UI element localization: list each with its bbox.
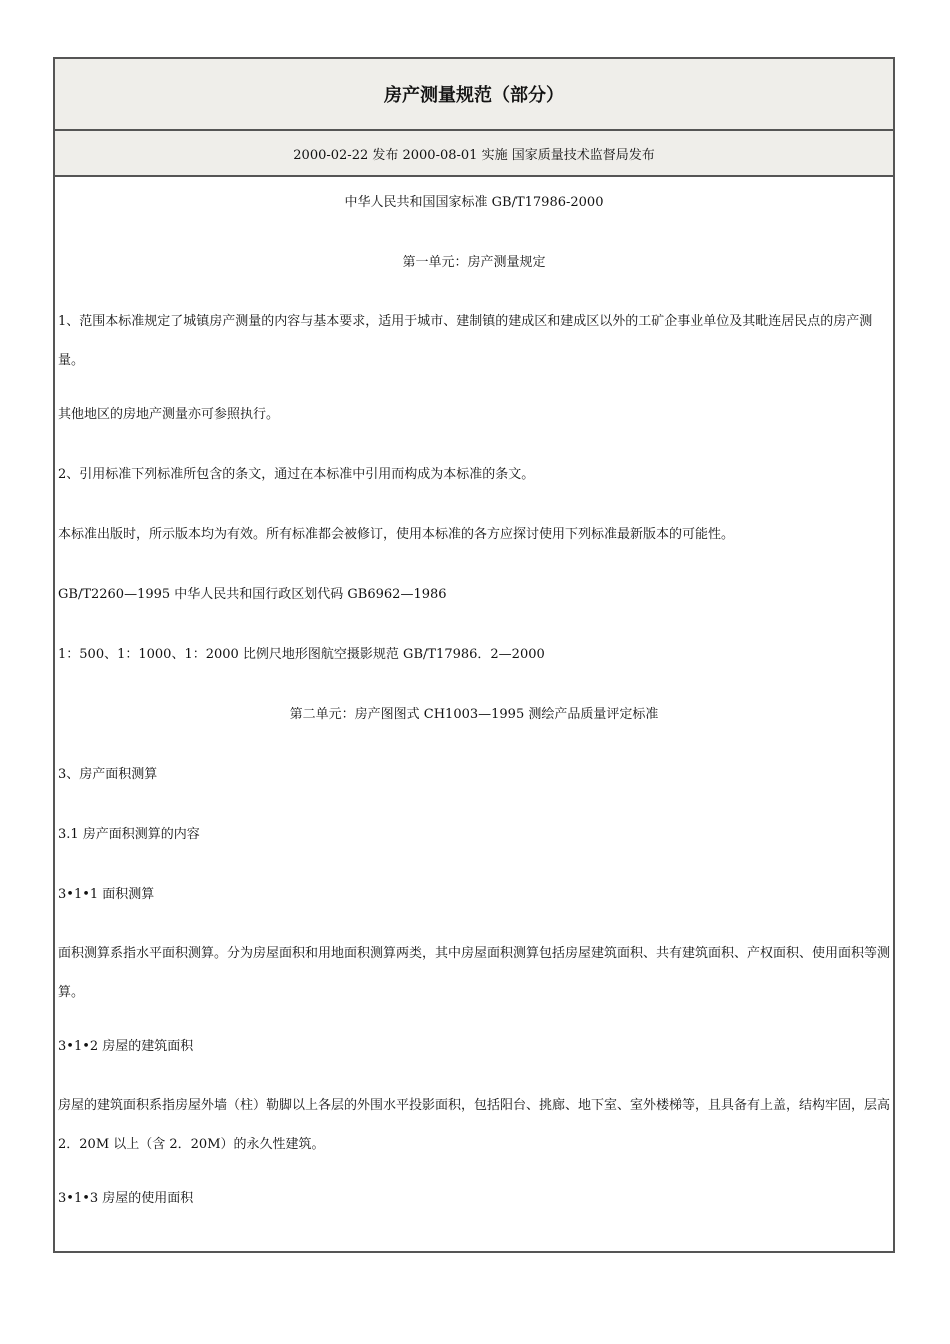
- paragraph: 3•1•3 房屋的使用面积: [58, 1191, 194, 1206]
- paragraph: 其他地区的房地产测量亦可参照执行。: [58, 407, 280, 422]
- paragraph: 3•1•2 房屋的建筑面积: [58, 1039, 194, 1054]
- paragraph: 3、房产面积测算: [58, 767, 158, 782]
- paragraph: 本标准出版时，所示版本均为有效。所有标准都会被修订，使用本标准的各方应探讨使用下列标准最新版本的可能性。: [58, 527, 735, 542]
- paragraph: 3.1 房产面积测算的内容: [58, 827, 200, 842]
- paragraph: GB/T2260—1995 中华人民共和国行政区划代码 GB6962—1986: [58, 587, 447, 602]
- page-title: 房产测量规范（部分）: [384, 85, 564, 106]
- title-bar: [55, 59, 893, 131]
- paragraph: 1：500、1：1000、1：2000 比例尺地形图航空摄影规范 GB/T17986．2—2000: [58, 647, 545, 662]
- section-heading: 第一单元：房产测量规定: [402, 255, 546, 270]
- section-heading: 第二单元：房产图图式 CH1003—1995 测绘产品质量评定标准: [289, 707, 659, 722]
- standard-number: 中华人民共和国国家标准 GB/T17986-2000: [344, 195, 604, 210]
- publish-info-bar: [55, 131, 893, 177]
- paragraph: 面积测算系指水平面积测算。分为房屋面积和用地面积测算两类，其中房屋面积测算包括房屋建筑面积、共有建筑面积、产权面积、使用面积等测算。: [58, 946, 891, 1000]
- document-frame: [53, 57, 895, 1253]
- paragraph: 3•1•1 面积测算: [58, 887, 155, 902]
- paragraph: 房屋的建筑面积系指房屋外墙（柱）勒脚以上各层的外围水平投影面积，包括阳台、挑廊、地下室、室外楼梯等，且具备有上盖，结构牢固，层高 2．20M 以上（含 2．20M）的永久性建筑。: [58, 1098, 891, 1152]
- document-body: [55, 193, 893, 1209]
- publish-info: 2000-02-22 发布 2000-08-01 实施 国家质量技术监督局发布: [293, 147, 655, 163]
- paragraph: 1、范围本标准规定了城镇房产测量的内容与基本要求，适用于城市、建制镇的建成区和建成区以外的工矿企事业单位及其毗连居民点的房产测量。: [58, 314, 873, 368]
- paragraph: 2、引用标准下列标准所包含的条文，通过在本标准中引用而构成为本标准的条文。: [58, 467, 535, 482]
